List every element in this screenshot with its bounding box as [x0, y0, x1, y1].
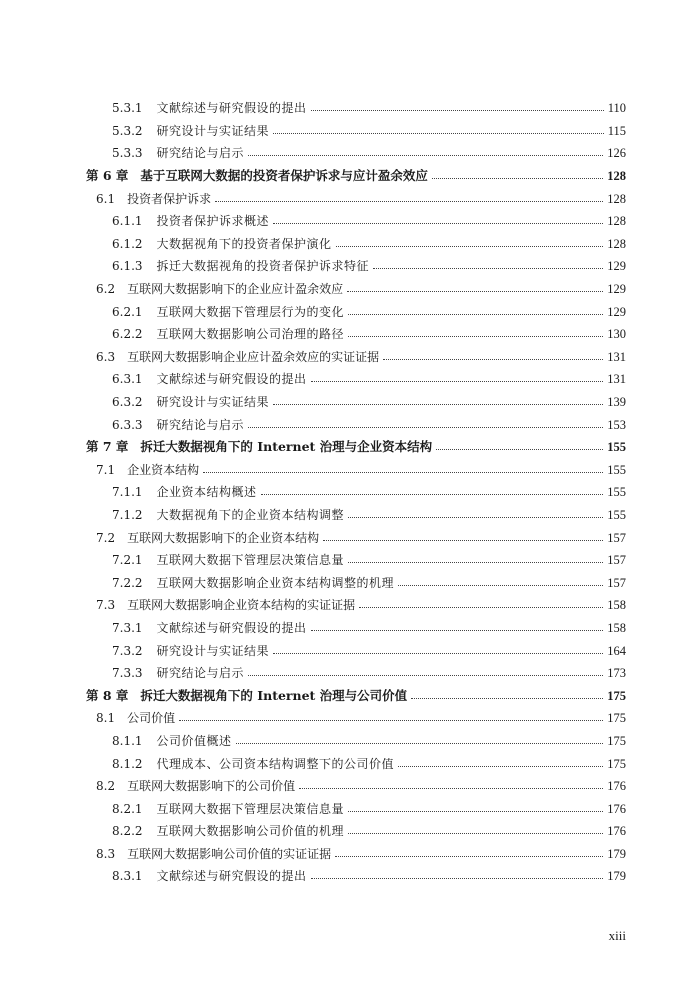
dot-leader: [311, 380, 604, 382]
dot-leader: [398, 584, 603, 586]
toc-entry-page: 155: [607, 462, 626, 477]
toc-entry-title: 基于互联网大数据的投资者保护诉求与应计盈余效应: [140, 168, 428, 184]
toc-subsection-entry[interactable]: [86, 413, 626, 436]
toc-subsection-entry[interactable]: [86, 820, 626, 843]
toc-entry-page: 115: [607, 123, 626, 138]
toc-subsection-entry[interactable]: [86, 255, 626, 278]
toc-entry-number: 5.3.2: [112, 123, 143, 138]
toc-entry-title: 公司价值: [127, 711, 176, 726]
toc-entry-page: 175: [607, 688, 626, 703]
toc-chapter-entry[interactable]: [86, 684, 626, 707]
toc-entry-page: 175: [607, 733, 626, 748]
toc-entry-number: 8.2.2: [112, 824, 143, 839]
toc-entry-page: 157: [607, 530, 626, 545]
toc-entry-number: 8.1.1: [112, 733, 143, 748]
toc-entry-number: 第 8 章: [86, 687, 129, 703]
toc-entry-page: 155: [607, 440, 626, 455]
toc-section-entry[interactable]: [86, 707, 626, 730]
toc-subsection-entry[interactable]: [86, 120, 626, 143]
table-of-contents: [86, 97, 626, 888]
toc-subsection-entry[interactable]: [86, 730, 626, 753]
toc-entry-title: 投资者保护诉求概述: [156, 214, 270, 229]
toc-entry-number: 8.3: [96, 846, 116, 861]
toc-entry-number: 5.3.1: [112, 101, 143, 116]
toc-subsection-entry[interactable]: [86, 210, 626, 233]
toc-entry-page: 157: [607, 575, 626, 590]
toc-section-entry[interactable]: [86, 526, 626, 549]
toc-entry-page: 131: [607, 372, 626, 387]
toc-entry-title: 研究结论与启示: [156, 666, 245, 681]
dot-leader: [273, 222, 603, 224]
toc-entry-number: 7.1: [96, 462, 116, 477]
toc-entry-title: 文献综述与研究假设的提出: [156, 372, 307, 387]
toc-entry-page: 179: [607, 846, 626, 861]
dot-leader: [248, 674, 603, 676]
dot-leader: [311, 877, 604, 879]
toc-entry-page: 129: [607, 259, 626, 274]
toc-entry-title: 文献综述与研究假设的提出: [156, 620, 307, 635]
toc-subsection-entry[interactable]: [86, 504, 626, 527]
toc-section-entry[interactable]: [86, 594, 626, 617]
toc-entry-number: 8.2.1: [112, 801, 143, 816]
dot-leader: [348, 832, 603, 834]
dot-leader: [236, 742, 604, 744]
toc-entry-page: 179: [607, 869, 626, 884]
toc-entry-page: 129: [607, 282, 626, 297]
toc-entry-title: 公司价值概述: [156, 733, 232, 748]
toc-entry-number: 7.3.1: [112, 620, 143, 635]
toc-entry-page: 129: [607, 304, 626, 319]
toc-entry-title: 研究设计与实证结果: [156, 643, 270, 658]
toc-entry-number: 6.3.3: [112, 417, 143, 432]
toc-entry-page: 153: [607, 417, 626, 432]
toc-subsection-entry[interactable]: [86, 368, 626, 391]
toc-entry-title: 互联网大数据影响公司价值的机理: [156, 824, 345, 839]
dot-leader: [398, 765, 603, 767]
dot-leader: [348, 561, 603, 563]
toc-entry-title: 互联网大数据下管理层决策信息量: [156, 801, 345, 816]
toc-entry-page: 164: [607, 643, 626, 658]
toc-entry-number: 6.2: [96, 282, 116, 297]
dot-leader: [323, 539, 603, 541]
dot-leader: [203, 471, 603, 473]
page-number: xiii: [608, 928, 626, 943]
toc-entry-title: 互联网大数据影响企业资本结构的实证证据: [127, 598, 356, 613]
toc-entry-title: 企业资本结构: [127, 462, 200, 477]
toc-subsection-entry[interactable]: [86, 797, 626, 820]
dot-leader: [432, 177, 603, 179]
dot-leader: [411, 697, 603, 699]
toc-entry-title: 互联网大数据影响下的企业资本结构: [127, 530, 320, 545]
toc-entry-page: 110: [607, 101, 626, 116]
toc-section-entry[interactable]: [86, 346, 626, 369]
dot-leader: [248, 154, 603, 156]
toc-subsection-entry[interactable]: [86, 233, 626, 256]
toc-entry-title: 互联网大数据影响公司治理的路径: [156, 327, 345, 342]
toc-subsection-entry[interactable]: [86, 662, 626, 685]
toc-entry-title: 互联网大数据下管理层决策信息量: [156, 553, 345, 568]
toc-entry-number: 6.3.1: [112, 372, 143, 387]
dot-leader: [348, 313, 603, 315]
toc-entry-number: 6.3.2: [112, 395, 143, 410]
toc-entry-number: 7.3: [96, 598, 116, 613]
dot-leader: [373, 267, 603, 269]
toc-entry-page: 128: [607, 236, 626, 251]
toc-entry-number: 7.1.1: [112, 485, 143, 500]
dot-leader: [359, 606, 603, 608]
toc-entry-title: 代理成本、公司资本结构调整下的公司价值: [156, 756, 395, 771]
dot-leader: [311, 109, 604, 111]
toc-entry-page: 155: [607, 507, 626, 522]
toc-subsection-entry[interactable]: [86, 300, 626, 323]
toc-entry-number: 5.3.3: [112, 146, 143, 161]
dot-leader: [383, 358, 603, 360]
toc-entry-page: 155: [607, 485, 626, 500]
toc-subsection-entry[interactable]: [86, 639, 626, 662]
toc-entry-title: 互联网大数据影响企业资本结构调整的机理: [156, 575, 395, 590]
toc-subsection-entry[interactable]: [86, 142, 626, 165]
toc-entry-number: 8.1.2: [112, 756, 143, 771]
toc-entry-title: 研究设计与实证结果: [156, 395, 270, 410]
toc-entry-number: 6.1.1: [112, 214, 143, 229]
toc-section-entry[interactable]: [86, 775, 626, 798]
dot-leader: [248, 426, 603, 428]
toc-chapter-entry[interactable]: [86, 165, 626, 188]
toc-entry-number: 第 7 章: [86, 439, 129, 455]
dot-leader: [273, 403, 603, 405]
toc-subsection-entry[interactable]: [86, 617, 626, 640]
dot-leader: [261, 493, 604, 495]
toc-entry-title: 拆迁大数据视角下的 Internet 治理与公司价值: [140, 687, 408, 703]
toc-entry-page: 175: [607, 711, 626, 726]
toc-entry-title: 互联网大数据影响下的企业应计盈余效应: [127, 282, 344, 297]
dot-leader: [335, 855, 603, 857]
dot-leader: [273, 652, 603, 654]
toc-entry-number: 7.2: [96, 530, 116, 545]
toc-entry-page: 158: [607, 598, 626, 613]
toc-entry-page: 158: [607, 620, 626, 635]
dot-leader: [436, 448, 603, 450]
toc-entry-title: 拆迁大数据视角下的 Internet 治理与企业资本结构: [140, 439, 433, 455]
toc-entry-number: 7.1.2: [112, 507, 143, 522]
toc-entry-number: 6.2.1: [112, 304, 143, 319]
toc-section-entry[interactable]: [86, 459, 626, 482]
toc-section-entry[interactable]: [86, 843, 626, 866]
toc-chapter-entry[interactable]: [86, 436, 626, 459]
toc-entry-page: 130: [607, 327, 626, 342]
dot-leader: [348, 516, 603, 518]
toc-entry-title: 企业资本结构概述: [156, 485, 257, 500]
toc-entry-number: 6.1.2: [112, 236, 143, 251]
toc-subsection-entry[interactable]: [86, 571, 626, 594]
toc-subsection-entry[interactable]: [86, 549, 626, 572]
toc-entry-page: 139: [607, 395, 626, 410]
toc-subsection-entry[interactable]: [86, 752, 626, 775]
toc-entry-page: 128: [607, 214, 626, 229]
toc-entry-title: 研究设计与实证结果: [156, 123, 270, 138]
dot-leader: [347, 290, 603, 292]
toc-entry-number: 8.2: [96, 779, 116, 794]
toc-section-entry[interactable]: [86, 187, 626, 210]
toc-entry-title: 文献综述与研究假设的提出: [156, 869, 307, 884]
toc-entry-number: 7.2.1: [112, 553, 143, 568]
toc-entry-number: 第 6 章: [86, 168, 129, 184]
toc-entry-title: 研究结论与启示: [156, 146, 245, 161]
toc-entry-number: 7.3.3: [112, 666, 143, 681]
toc-entry-number: 6.1: [96, 191, 116, 206]
toc-subsection-entry[interactable]: [86, 323, 626, 346]
toc-entry-title: 互联网大数据影响企业应计盈余效应的实证证据: [127, 349, 380, 364]
dot-leader: [311, 629, 604, 631]
toc-entry-page: 128: [607, 191, 626, 206]
toc-entry-page: 176: [607, 824, 626, 839]
toc-entry-page: 176: [607, 801, 626, 816]
toc-entry-title: 拆迁大数据视角的投资者保护诉求特征: [156, 259, 370, 274]
toc-entry-page: 131: [607, 349, 626, 364]
dot-leader: [348, 810, 603, 812]
toc-entry-title: 大数据视角下的企业资本结构调整: [156, 507, 345, 522]
toc-entry-title: 文献综述与研究假设的提出: [156, 101, 307, 116]
toc-entry-number: 6.3: [96, 349, 116, 364]
toc-subsection-entry[interactable]: [86, 481, 626, 504]
toc-entry-title: 互联网大数据影响下的公司价值: [127, 779, 296, 794]
toc-entry-number: 7.3.2: [112, 643, 143, 658]
toc-entry-page: 128: [607, 169, 626, 184]
toc-entry-number: 7.2.2: [112, 575, 143, 590]
dot-leader: [299, 787, 603, 789]
toc-entry-title: 研究结论与启示: [156, 417, 245, 432]
toc-entry-page: 175: [607, 756, 626, 771]
toc-entry-number: 6.2.2: [112, 327, 143, 342]
toc-subsection-entry[interactable]: [86, 865, 626, 888]
toc-entry-page: 173: [607, 666, 626, 681]
toc-entry-page: 157: [607, 553, 626, 568]
toc-entry-title: 投资者保护诉求: [127, 191, 212, 206]
dot-leader: [215, 200, 603, 202]
toc-subsection-entry[interactable]: [86, 97, 626, 120]
toc-entry-number: 8.3.1: [112, 869, 143, 884]
toc-entry-page: 126: [607, 146, 626, 161]
toc-entry-number: 6.1.3: [112, 259, 143, 274]
toc-subsection-entry[interactable]: [86, 391, 626, 414]
dot-leader: [336, 245, 604, 247]
toc-entry-title: 大数据视角下的投资者保护演化: [156, 236, 332, 251]
toc-entry-title: 互联网大数据影响公司价值的实证证据: [127, 846, 332, 861]
toc-entry-title: 互联网大数据下管理层行为的变化: [156, 304, 345, 319]
toc-entry-page: 176: [607, 779, 626, 794]
toc-entry-number: 8.1: [96, 711, 116, 726]
dot-leader: [273, 132, 604, 134]
dot-leader: [179, 719, 603, 721]
toc-section-entry[interactable]: [86, 278, 626, 301]
dot-leader: [348, 335, 603, 337]
